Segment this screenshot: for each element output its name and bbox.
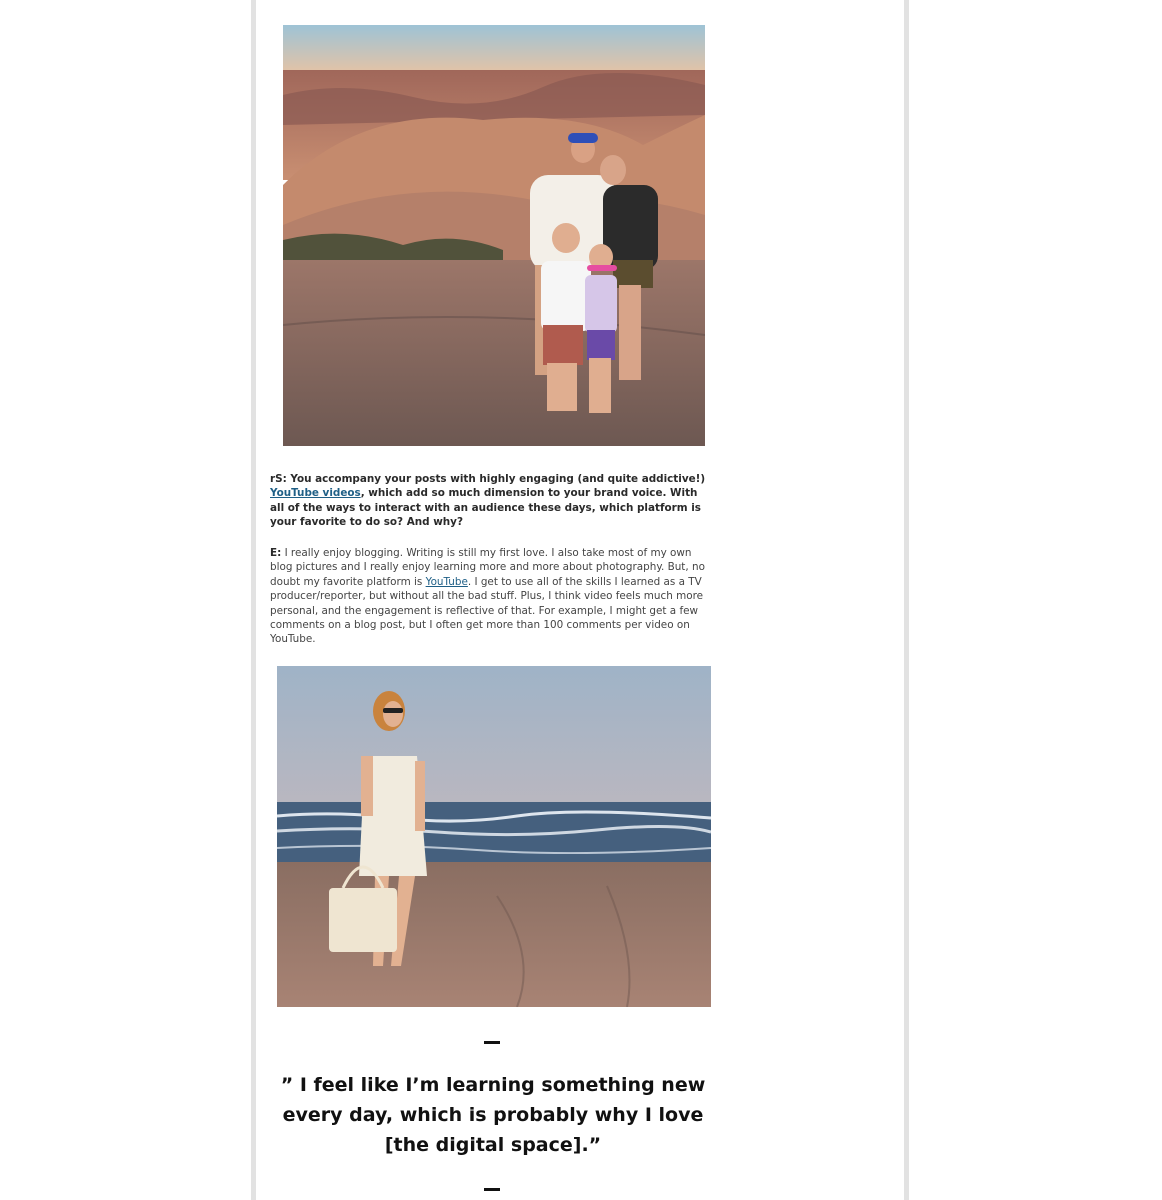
answer-text-start: I really enjoy blogging. Writing is still my first love. I also take most of my own blog pictures and I really enjoy learning more and more about photography. But, no doubt my favorite platform is <box>270 547 705 588</box>
interview-answer <box>270 546 710 647</box>
question-speaker: rS: <box>270 473 287 485</box>
quote-divider-top <box>484 1041 500 1044</box>
youtube-videos-link[interactable]: YouTube videos <box>270 487 361 500</box>
beach-photo <box>277 666 711 1007</box>
answer-speaker: E: <box>270 547 282 559</box>
family-desert-photo <box>283 25 705 446</box>
quote-divider-bottom <box>484 1188 500 1191</box>
answer-text-end: . I get to use all of the skills I learned as a TV producer/reporter, but without all the bad stuff. Plus, I think video feels much more personal, and the engagement is reflective of that. For example, I might get a few comments on a blog post, but I often get more than 100 comments per video on YouTube. <box>270 575 704 646</box>
interview-question <box>270 472 710 530</box>
youtube-link[interactable]: YouTube <box>425 575 468 588</box>
question-text-end: , which add so much dimension to your brand voice. With all of the ways to interact with an audience these days, which platform is your favorite to do so? And why? <box>270 487 701 529</box>
pull-quote: ” I feel like I’m learning something new every day, which is probably why I love [the digital space].” <box>280 1074 706 1156</box>
question-text-start: You accompany your posts with highly engaging (and quite addictive!) <box>286 473 706 485</box>
